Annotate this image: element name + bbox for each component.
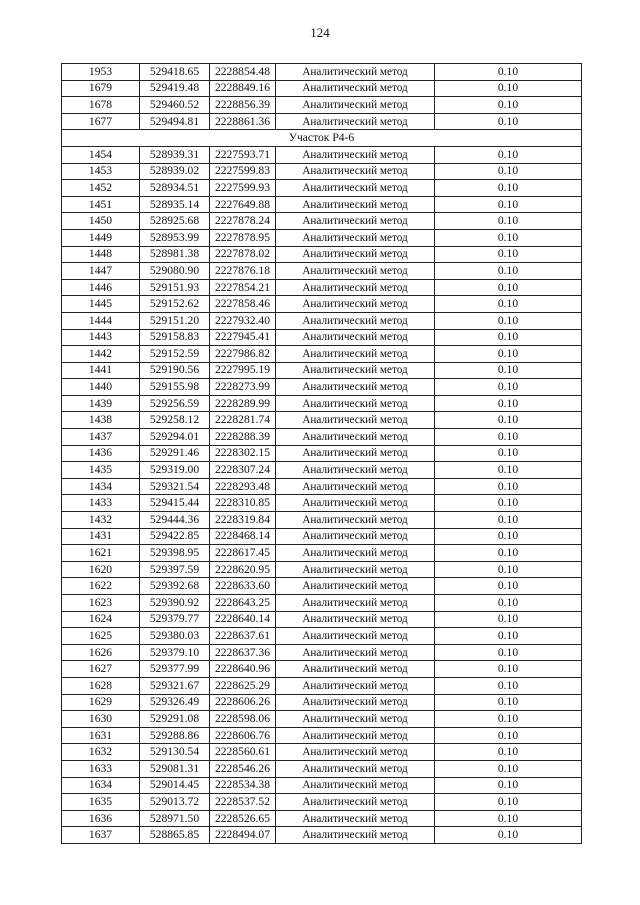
method-cell: Аналитический метод bbox=[276, 744, 435, 761]
method-cell: Аналитический метод bbox=[276, 512, 435, 529]
accuracy-cell: 0.10 bbox=[435, 80, 582, 97]
table-row bbox=[62, 711, 582, 728]
x-coordinate-cell: 529321.54 bbox=[140, 478, 210, 495]
table-row bbox=[62, 296, 582, 313]
y-coordinate-cell: 2227878.24 bbox=[210, 213, 276, 230]
y-coordinate-cell: 2227878.02 bbox=[210, 246, 276, 263]
accuracy-cell: 0.10 bbox=[435, 561, 582, 578]
y-coordinate-cell: 2228637.61 bbox=[210, 628, 276, 645]
x-coordinate-cell: 528865.85 bbox=[140, 827, 210, 844]
point-number-cell: 1447 bbox=[62, 263, 140, 280]
accuracy-cell: 0.10 bbox=[435, 677, 582, 694]
y-coordinate-cell: 2228546.26 bbox=[210, 760, 276, 777]
method-cell: Аналитический метод bbox=[276, 412, 435, 429]
y-coordinate-cell: 2228468.14 bbox=[210, 528, 276, 545]
x-coordinate-cell: 529152.59 bbox=[140, 346, 210, 363]
method-cell: Аналитический метод bbox=[276, 827, 435, 844]
table-row bbox=[62, 661, 582, 678]
point-number-cell: 1444 bbox=[62, 312, 140, 329]
method-cell: Аналитический метод bbox=[276, 727, 435, 744]
table-row bbox=[62, 97, 582, 114]
point-number-cell: 1439 bbox=[62, 395, 140, 412]
accuracy-cell: 0.10 bbox=[435, 628, 582, 645]
table-row bbox=[62, 213, 582, 230]
accuracy-cell: 0.10 bbox=[435, 644, 582, 661]
point-number-cell: 1620 bbox=[62, 561, 140, 578]
accuracy-cell: 0.10 bbox=[435, 777, 582, 794]
y-coordinate-cell: 2227599.83 bbox=[210, 163, 276, 180]
table-row bbox=[62, 810, 582, 827]
accuracy-cell: 0.10 bbox=[435, 794, 582, 811]
accuracy-cell: 0.10 bbox=[435, 279, 582, 296]
point-number-cell: 1452 bbox=[62, 180, 140, 197]
accuracy-cell: 0.10 bbox=[435, 113, 582, 130]
accuracy-cell: 0.10 bbox=[435, 429, 582, 446]
section-header-row bbox=[62, 130, 582, 147]
point-number-cell: 1636 bbox=[62, 810, 140, 827]
y-coordinate-cell: 2228560.61 bbox=[210, 744, 276, 761]
x-coordinate-cell: 529130.54 bbox=[140, 744, 210, 761]
table-row bbox=[62, 379, 582, 396]
accuracy-cell: 0.10 bbox=[435, 329, 582, 346]
x-coordinate-cell: 529155.98 bbox=[140, 379, 210, 396]
x-coordinate-cell: 528981.38 bbox=[140, 246, 210, 263]
table-row bbox=[62, 611, 582, 628]
x-coordinate-cell: 529258.12 bbox=[140, 412, 210, 429]
method-cell: Аналитический метод bbox=[276, 561, 435, 578]
point-number-cell: 1633 bbox=[62, 760, 140, 777]
x-coordinate-cell: 529291.08 bbox=[140, 711, 210, 728]
method-cell: Аналитический метод bbox=[276, 611, 435, 628]
point-number-cell: 1448 bbox=[62, 246, 140, 263]
accuracy-cell: 0.10 bbox=[435, 213, 582, 230]
point-number-cell: 1438 bbox=[62, 412, 140, 429]
method-cell: Аналитический метод bbox=[276, 163, 435, 180]
method-cell: Аналитический метод bbox=[276, 97, 435, 114]
page-number: 124 bbox=[310, 25, 330, 40]
table-row bbox=[62, 628, 582, 645]
accuracy-cell: 0.10 bbox=[435, 711, 582, 728]
y-coordinate-cell: 2228640.14 bbox=[210, 611, 276, 628]
x-coordinate-cell: 529379.10 bbox=[140, 644, 210, 661]
y-coordinate-cell: 2228319.84 bbox=[210, 512, 276, 529]
method-cell: Аналитический метод bbox=[276, 794, 435, 811]
accuracy-cell: 0.10 bbox=[435, 545, 582, 562]
method-cell: Аналитический метод bbox=[276, 429, 435, 446]
x-coordinate-cell: 529190.56 bbox=[140, 362, 210, 379]
table-row bbox=[62, 528, 582, 545]
method-cell: Аналитический метод bbox=[276, 312, 435, 329]
method-cell: Аналитический метод bbox=[276, 113, 435, 130]
x-coordinate-cell: 529379.77 bbox=[140, 611, 210, 628]
point-number-cell: 1624 bbox=[62, 611, 140, 628]
accuracy-cell: 0.10 bbox=[435, 810, 582, 827]
accuracy-cell: 0.10 bbox=[435, 180, 582, 197]
x-coordinate-cell: 529291.46 bbox=[140, 445, 210, 462]
accuracy-cell: 0.10 bbox=[435, 64, 582, 81]
point-number-cell: 1635 bbox=[62, 794, 140, 811]
table-row bbox=[62, 827, 582, 844]
x-coordinate-cell: 528971.50 bbox=[140, 810, 210, 827]
x-coordinate-cell: 529422.85 bbox=[140, 528, 210, 545]
point-number-cell: 1441 bbox=[62, 362, 140, 379]
y-coordinate-cell: 2228861.36 bbox=[210, 113, 276, 130]
y-coordinate-cell: 2228288.39 bbox=[210, 429, 276, 446]
table-row bbox=[62, 346, 582, 363]
method-cell: Аналитический метод bbox=[276, 296, 435, 313]
method-cell: Аналитический метод bbox=[276, 263, 435, 280]
method-cell: Аналитический метод bbox=[276, 810, 435, 827]
point-number-cell: 1449 bbox=[62, 229, 140, 246]
point-number-cell: 1677 bbox=[62, 113, 140, 130]
point-number-cell: 1445 bbox=[62, 296, 140, 313]
y-coordinate-cell: 2228307.24 bbox=[210, 462, 276, 479]
y-coordinate-cell: 2228620.95 bbox=[210, 561, 276, 578]
y-coordinate-cell: 2227995.19 bbox=[210, 362, 276, 379]
table-row bbox=[62, 279, 582, 296]
x-coordinate-cell: 529397.59 bbox=[140, 561, 210, 578]
point-number-cell: 1679 bbox=[62, 80, 140, 97]
accuracy-cell: 0.10 bbox=[435, 229, 582, 246]
table-row bbox=[62, 80, 582, 97]
accuracy-cell: 0.10 bbox=[435, 97, 582, 114]
y-coordinate-cell: 2228526.65 bbox=[210, 810, 276, 827]
method-cell: Аналитический метод bbox=[276, 445, 435, 462]
y-coordinate-cell: 2228281.74 bbox=[210, 412, 276, 429]
accuracy-cell: 0.10 bbox=[435, 412, 582, 429]
point-number-cell: 1631 bbox=[62, 727, 140, 744]
x-coordinate-cell: 529377.99 bbox=[140, 661, 210, 678]
table-row bbox=[62, 163, 582, 180]
table-row bbox=[62, 644, 582, 661]
point-number-cell: 1450 bbox=[62, 213, 140, 230]
accuracy-cell: 0.10 bbox=[435, 760, 582, 777]
point-number-cell: 1435 bbox=[62, 462, 140, 479]
point-number-cell: 1440 bbox=[62, 379, 140, 396]
x-coordinate-cell: 528934.51 bbox=[140, 180, 210, 197]
table-row bbox=[62, 312, 582, 329]
point-number-cell: 1621 bbox=[62, 545, 140, 562]
y-coordinate-cell: 2228849.16 bbox=[210, 80, 276, 97]
x-coordinate-cell: 529081.31 bbox=[140, 760, 210, 777]
table-row bbox=[62, 362, 582, 379]
method-cell: Аналитический метод bbox=[276, 146, 435, 163]
point-number-cell: 1637 bbox=[62, 827, 140, 844]
accuracy-cell: 0.10 bbox=[435, 528, 582, 545]
accuracy-cell: 0.10 bbox=[435, 611, 582, 628]
table-row bbox=[62, 727, 582, 744]
table-row bbox=[62, 329, 582, 346]
accuracy-cell: 0.10 bbox=[435, 379, 582, 396]
accuracy-cell: 0.10 bbox=[435, 595, 582, 612]
table-row bbox=[62, 760, 582, 777]
x-coordinate-cell: 529080.90 bbox=[140, 263, 210, 280]
method-cell: Аналитический метод bbox=[276, 213, 435, 230]
accuracy-cell: 0.10 bbox=[435, 727, 582, 744]
method-cell: Аналитический метод bbox=[276, 528, 435, 545]
x-coordinate-cell: 529418.65 bbox=[140, 64, 210, 81]
accuracy-cell: 0.10 bbox=[435, 661, 582, 678]
accuracy-cell: 0.10 bbox=[435, 462, 582, 479]
table-row bbox=[62, 478, 582, 495]
y-coordinate-cell: 2227858.46 bbox=[210, 296, 276, 313]
y-coordinate-cell: 2228625.29 bbox=[210, 677, 276, 694]
y-coordinate-cell: 2228293.48 bbox=[210, 478, 276, 495]
y-coordinate-cell: 2228598.06 bbox=[210, 711, 276, 728]
x-coordinate-cell: 529390.92 bbox=[140, 595, 210, 612]
coordinates-table-body bbox=[62, 64, 582, 844]
point-number-cell: 1630 bbox=[62, 711, 140, 728]
y-coordinate-cell: 2228606.26 bbox=[210, 694, 276, 711]
method-cell: Аналитический метод bbox=[276, 80, 435, 97]
accuracy-cell: 0.10 bbox=[435, 312, 582, 329]
method-cell: Аналитический метод bbox=[276, 196, 435, 213]
y-coordinate-cell: 2227932.40 bbox=[210, 312, 276, 329]
accuracy-cell: 0.10 bbox=[435, 163, 582, 180]
accuracy-cell: 0.10 bbox=[435, 146, 582, 163]
x-coordinate-cell: 529392.68 bbox=[140, 578, 210, 595]
accuracy-cell: 0.10 bbox=[435, 296, 582, 313]
section-title: Участок Р4-6 bbox=[62, 130, 582, 147]
method-cell: Аналитический метод bbox=[276, 644, 435, 661]
method-cell: Аналитический метод bbox=[276, 379, 435, 396]
point-number-cell: 1442 bbox=[62, 346, 140, 363]
y-coordinate-cell: 2227945.41 bbox=[210, 329, 276, 346]
method-cell: Аналитический метод bbox=[276, 777, 435, 794]
table-row bbox=[62, 794, 582, 811]
table-row bbox=[62, 229, 582, 246]
x-coordinate-cell: 529288.86 bbox=[140, 727, 210, 744]
x-coordinate-cell: 529326.49 bbox=[140, 694, 210, 711]
x-coordinate-cell: 528935.14 bbox=[140, 196, 210, 213]
x-coordinate-cell: 529014.45 bbox=[140, 777, 210, 794]
accuracy-cell: 0.10 bbox=[435, 744, 582, 761]
x-coordinate-cell: 528939.02 bbox=[140, 163, 210, 180]
y-coordinate-cell: 2227876.18 bbox=[210, 263, 276, 280]
y-coordinate-cell: 2228310.85 bbox=[210, 495, 276, 512]
point-number-cell: 1446 bbox=[62, 279, 140, 296]
table-row bbox=[62, 146, 582, 163]
coordinates-table bbox=[61, 63, 582, 844]
accuracy-cell: 0.10 bbox=[435, 445, 582, 462]
method-cell: Аналитический метод bbox=[276, 578, 435, 595]
point-number-cell: 1626 bbox=[62, 644, 140, 661]
y-coordinate-cell: 2228643.25 bbox=[210, 595, 276, 612]
method-cell: Аналитический метод bbox=[276, 395, 435, 412]
y-coordinate-cell: 2228289.99 bbox=[210, 395, 276, 412]
method-cell: Аналитический метод bbox=[276, 545, 435, 562]
x-coordinate-cell: 529460.52 bbox=[140, 97, 210, 114]
y-coordinate-cell: 2228633.60 bbox=[210, 578, 276, 595]
method-cell: Аналитический метод bbox=[276, 694, 435, 711]
x-coordinate-cell: 529444.36 bbox=[140, 512, 210, 529]
point-number-cell: 1453 bbox=[62, 163, 140, 180]
point-number-cell: 1434 bbox=[62, 478, 140, 495]
y-coordinate-cell: 2228273.99 bbox=[210, 379, 276, 396]
table-row bbox=[62, 395, 582, 412]
method-cell: Аналитический метод bbox=[276, 628, 435, 645]
table-row bbox=[62, 777, 582, 794]
y-coordinate-cell: 2228534.38 bbox=[210, 777, 276, 794]
accuracy-cell: 0.10 bbox=[435, 512, 582, 529]
table-row bbox=[62, 180, 582, 197]
table-row bbox=[62, 429, 582, 446]
table-row bbox=[62, 677, 582, 694]
method-cell: Аналитический метод bbox=[276, 595, 435, 612]
x-coordinate-cell: 529158.83 bbox=[140, 329, 210, 346]
point-number-cell: 1634 bbox=[62, 777, 140, 794]
point-number-cell: 1953 bbox=[62, 64, 140, 81]
x-coordinate-cell: 529494.81 bbox=[140, 113, 210, 130]
method-cell: Аналитический метод bbox=[276, 229, 435, 246]
x-coordinate-cell: 529152.62 bbox=[140, 296, 210, 313]
table-row bbox=[62, 512, 582, 529]
y-coordinate-cell: 2227986.82 bbox=[210, 346, 276, 363]
point-number-cell: 1678 bbox=[62, 97, 140, 114]
method-cell: Аналитический метод bbox=[276, 279, 435, 296]
y-coordinate-cell: 2228637.36 bbox=[210, 644, 276, 661]
y-coordinate-cell: 2228606.76 bbox=[210, 727, 276, 744]
accuracy-cell: 0.10 bbox=[435, 362, 582, 379]
x-coordinate-cell: 529398.95 bbox=[140, 545, 210, 562]
accuracy-cell: 0.10 bbox=[435, 196, 582, 213]
accuracy-cell: 0.10 bbox=[435, 827, 582, 844]
method-cell: Аналитический метод bbox=[276, 760, 435, 777]
y-coordinate-cell: 2228640.96 bbox=[210, 661, 276, 678]
x-coordinate-cell: 529419.48 bbox=[140, 80, 210, 97]
point-number-cell: 1443 bbox=[62, 329, 140, 346]
table-row bbox=[62, 595, 582, 612]
point-number-cell: 1451 bbox=[62, 196, 140, 213]
point-number-cell: 1628 bbox=[62, 677, 140, 694]
accuracy-cell: 0.10 bbox=[435, 578, 582, 595]
point-number-cell: 1431 bbox=[62, 528, 140, 545]
y-coordinate-cell: 2228854.48 bbox=[210, 64, 276, 81]
method-cell: Аналитический метод bbox=[276, 246, 435, 263]
method-cell: Аналитический метод bbox=[276, 180, 435, 197]
accuracy-cell: 0.10 bbox=[435, 346, 582, 363]
table-row bbox=[62, 196, 582, 213]
table-row bbox=[62, 561, 582, 578]
table-row bbox=[62, 694, 582, 711]
y-coordinate-cell: 2228302.15 bbox=[210, 445, 276, 462]
y-coordinate-cell: 2227593.71 bbox=[210, 146, 276, 163]
table-row bbox=[62, 246, 582, 263]
accuracy-cell: 0.10 bbox=[435, 694, 582, 711]
x-coordinate-cell: 528925.68 bbox=[140, 213, 210, 230]
point-number-cell: 1627 bbox=[62, 661, 140, 678]
point-number-cell: 1623 bbox=[62, 595, 140, 612]
accuracy-cell: 0.10 bbox=[435, 495, 582, 512]
x-coordinate-cell: 529256.59 bbox=[140, 395, 210, 412]
x-coordinate-cell: 529415.44 bbox=[140, 495, 210, 512]
table-row bbox=[62, 545, 582, 562]
y-coordinate-cell: 2227599.93 bbox=[210, 180, 276, 197]
y-coordinate-cell: 2227854.21 bbox=[210, 279, 276, 296]
y-coordinate-cell: 2228537.52 bbox=[210, 794, 276, 811]
method-cell: Аналитический метод bbox=[276, 462, 435, 479]
y-coordinate-cell: 2228617.45 bbox=[210, 545, 276, 562]
x-coordinate-cell: 529380.03 bbox=[140, 628, 210, 645]
method-cell: Аналитический метод bbox=[276, 346, 435, 363]
table-row bbox=[62, 412, 582, 429]
point-number-cell: 1622 bbox=[62, 578, 140, 595]
method-cell: Аналитический метод bbox=[276, 329, 435, 346]
method-cell: Аналитический метод bbox=[276, 478, 435, 495]
accuracy-cell: 0.10 bbox=[435, 478, 582, 495]
point-number-cell: 1436 bbox=[62, 445, 140, 462]
point-number-cell: 1432 bbox=[62, 512, 140, 529]
y-coordinate-cell: 2227878.95 bbox=[210, 229, 276, 246]
table-row bbox=[62, 445, 582, 462]
method-cell: Аналитический метод bbox=[276, 677, 435, 694]
accuracy-cell: 0.10 bbox=[435, 263, 582, 280]
method-cell: Аналитический метод bbox=[276, 64, 435, 81]
table-row bbox=[62, 113, 582, 130]
table-row bbox=[62, 263, 582, 280]
point-number-cell: 1433 bbox=[62, 495, 140, 512]
table-row bbox=[62, 744, 582, 761]
y-coordinate-cell: 2227649.88 bbox=[210, 196, 276, 213]
point-number-cell: 1437 bbox=[62, 429, 140, 446]
method-cell: Аналитический метод bbox=[276, 711, 435, 728]
table-row bbox=[62, 462, 582, 479]
point-number-cell: 1625 bbox=[62, 628, 140, 645]
y-coordinate-cell: 2228856.39 bbox=[210, 97, 276, 114]
x-coordinate-cell: 529321.67 bbox=[140, 677, 210, 694]
table-row bbox=[62, 578, 582, 595]
table-row bbox=[62, 64, 582, 81]
y-coordinate-cell: 2228494.07 bbox=[210, 827, 276, 844]
method-cell: Аналитический метод bbox=[276, 661, 435, 678]
point-number-cell: 1454 bbox=[62, 146, 140, 163]
point-number-cell: 1629 bbox=[62, 694, 140, 711]
accuracy-cell: 0.10 bbox=[435, 395, 582, 412]
x-coordinate-cell: 529319.00 bbox=[140, 462, 210, 479]
x-coordinate-cell: 529151.20 bbox=[140, 312, 210, 329]
x-coordinate-cell: 529151.93 bbox=[140, 279, 210, 296]
table-row bbox=[62, 495, 582, 512]
x-coordinate-cell: 529294.01 bbox=[140, 429, 210, 446]
method-cell: Аналитический метод bbox=[276, 495, 435, 512]
x-coordinate-cell: 528953.99 bbox=[140, 229, 210, 246]
point-number-cell: 1632 bbox=[62, 744, 140, 761]
x-coordinate-cell: 528939.31 bbox=[140, 146, 210, 163]
method-cell: Аналитический метод bbox=[276, 362, 435, 379]
x-coordinate-cell: 529013.72 bbox=[140, 794, 210, 811]
accuracy-cell: 0.10 bbox=[435, 246, 582, 263]
